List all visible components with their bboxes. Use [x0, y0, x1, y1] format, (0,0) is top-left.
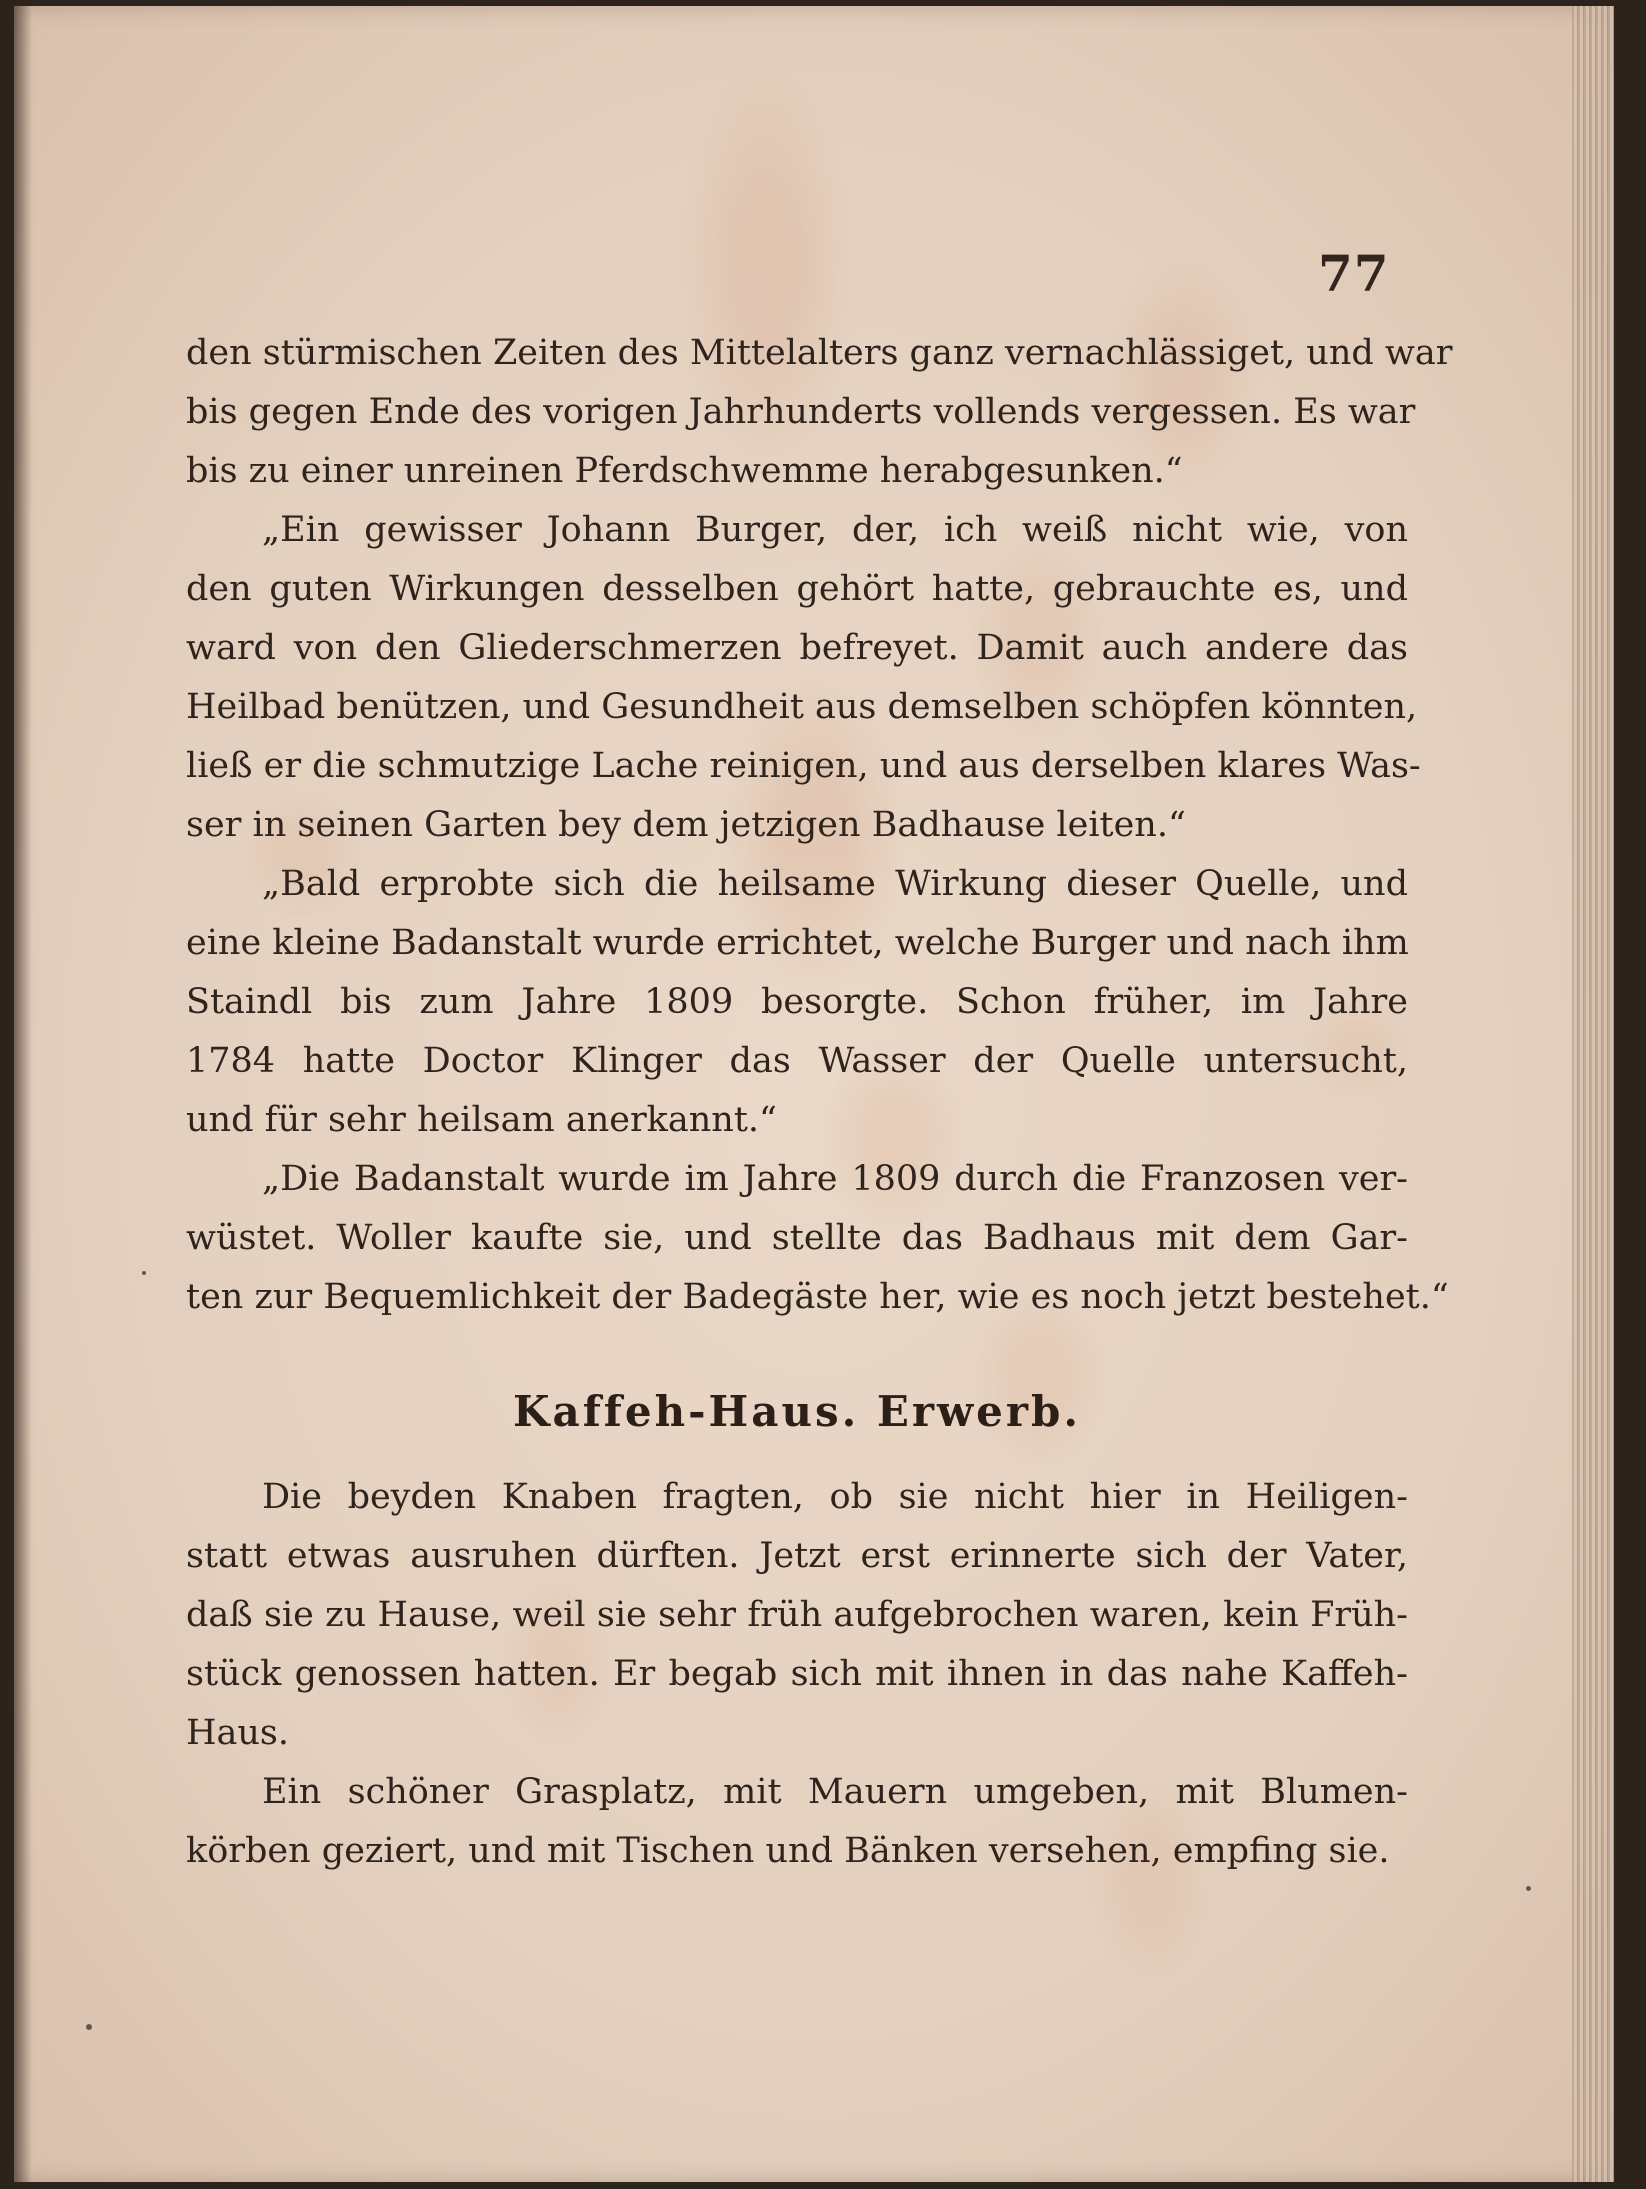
- text-line: Die beyden Knaben fragten, ob sie nicht hier in Heiligen-: [262, 1477, 1408, 1517]
- text-line: „Bald erprobte sich die heilsame Wirkung dieser Quelle, und: [262, 864, 1408, 904]
- main-text: [186, 324, 1453, 1327]
- page-number: 77: [1318, 244, 1390, 303]
- text-line: ließ er die schmutzige Lache reinigen, und aus derselben klares Was-: [186, 746, 1421, 786]
- text-line: „Die Badanstalt wurde im Jahre 1809 durch die Franzosen ver-: [262, 1159, 1408, 1199]
- text-line: stück genossen hatten. Er begab sich mit ihnen in das nahe Kaffeh-: [186, 1654, 1408, 1694]
- text-line: eine kleine Badanstalt wurde errichtet, welche Burger und nach ihm: [186, 923, 1409, 963]
- text-line: statt etwas ausruhen dürften. Jetzt erst erinnerte sich der Vater,: [186, 1536, 1408, 1576]
- ink-speck: [86, 2024, 92, 2030]
- ink-speck: [1526, 1886, 1531, 1891]
- paper-page: [14, 6, 1614, 2182]
- text-line: ten zur Bequemlichkeit der Badegäste her, wie es noch jetzt bestehet.“: [186, 1277, 1449, 1317]
- text-line: den guten Wirkungen desselben gehört hatte, gebrauchte es, und: [186, 569, 1408, 609]
- ink-speck: [142, 1271, 146, 1275]
- section-heading: Kaffeh-Haus. Erwerb.: [513, 1387, 1081, 1436]
- text-line: „Ein gewisser Johann Burger, der, ich weiß nicht wie, von: [262, 510, 1408, 550]
- text-line: körben geziert, und mit Tischen und Bänken versehen, empfing sie.: [186, 1831, 1390, 1871]
- text-line: ser in seinen Garten bey dem jetzigen Badhause leiten.“: [186, 805, 1186, 845]
- text-line: wüstet. Woller kaufte sie, und stellte das Badhaus mit dem Gar-: [186, 1218, 1408, 1258]
- text-line: bis zu einer unreinen Pferdschwemme herabgesunken.“: [186, 451, 1183, 491]
- text-line: Ein schöner Grasplatz, mit Mauern umgeben, mit Blumen-: [262, 1772, 1408, 1812]
- text-line: Heilbad benützen, und Gesundheit aus demselben schöpfen könnten,: [186, 687, 1418, 727]
- text-line: ward von den Gliederschmerzen befreyet. Damit auch andere das: [186, 628, 1408, 668]
- text-line: Staindl bis zum Jahre 1809 besorgte. Schon früher, im Jahre: [186, 982, 1408, 1022]
- text-line: und für sehr heilsam anerkannt.“: [186, 1100, 777, 1140]
- page-edge-stack: [1572, 6, 1614, 2182]
- text-line: 1784 hatte Doctor Klinger das Wasser der Quelle untersucht,: [186, 1041, 1408, 1081]
- text-line: bis gegen Ende des vorigen Jahrhunderts vollends vergessen. Es war: [186, 392, 1416, 432]
- text-line: Haus.: [186, 1713, 290, 1753]
- text-line: den stürmischen Zeiten des Mittelalters ganz vernachlässiget, und war: [186, 333, 1453, 373]
- section-text: [186, 1468, 1408, 1881]
- binding-shadow: [14, 6, 32, 2182]
- text-line: daß sie zu Hause, weil sie sehr früh aufgebrochen waren, kein Früh-: [186, 1595, 1408, 1635]
